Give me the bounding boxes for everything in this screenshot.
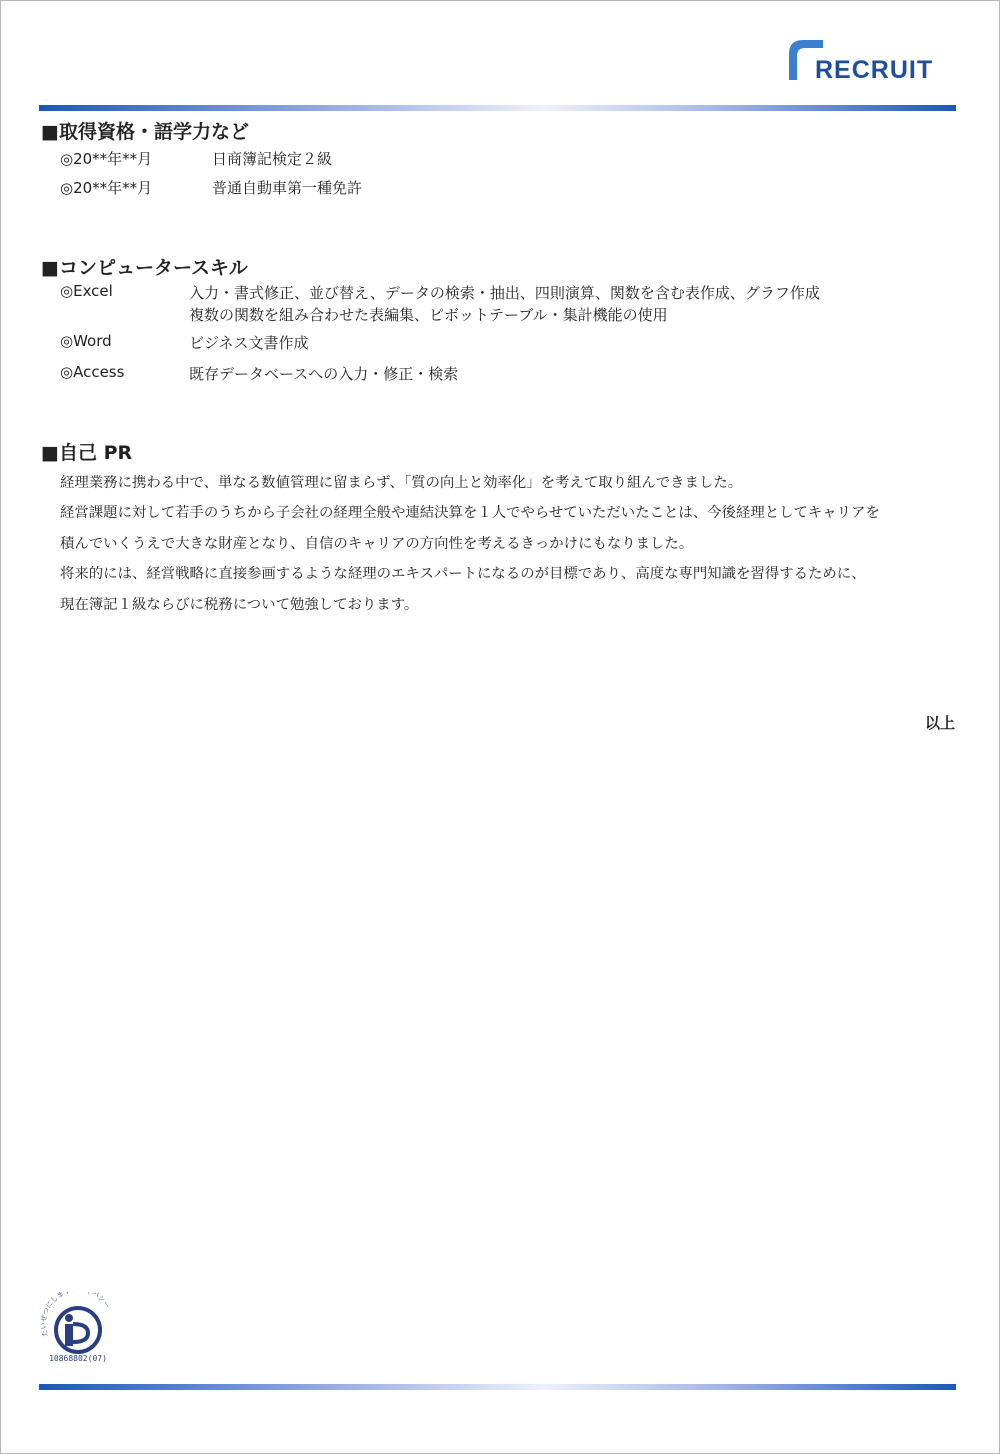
skill-description-line: 入力・書式修正、並び替え、データの検索・抽出、四則演算、関数を含む表作成、グラフ作成 bbox=[189, 284, 820, 302]
recruit-logo bbox=[785, 36, 955, 84]
self-pr-line: 将来的には、経営戦略に直接参画するような経理のエキスパートになるのが目標であり、高度な専門知識を習得するために、 bbox=[60, 566, 866, 582]
closing-text: 以上 bbox=[924, 714, 955, 732]
self-pr-line: 経理業務に携わる中で、単なる数値管理に留まらず、「質の向上と効率化」を考えて取り組んできました。 bbox=[60, 475, 743, 491]
logo-text: RECRUIT bbox=[815, 56, 934, 84]
skill-app: ◎Excel bbox=[60, 282, 113, 300]
header-divider bbox=[39, 105, 956, 111]
skill-app: ◎Access bbox=[60, 363, 125, 381]
self-pr-title: ■自己 PR bbox=[41, 442, 133, 464]
svg-text:たいせつにしますプライバシー: たいせつにしま バシー bbox=[40, 1292, 112, 1338]
privacy-mark bbox=[40, 1292, 116, 1372]
footer-divider bbox=[39, 1384, 956, 1390]
self-pr-line: 積んでいくうえで大きな財産となり、自信のキャリアの方向性を考えるきっかけにもなりました。 bbox=[60, 536, 694, 552]
self-pr-line: 経営課題に対して若手のうちから子会社の経理全般や連結決算を１人でやらせていただいたことは、今後経理としてキャリアを bbox=[60, 505, 880, 521]
qualification-date: ◎20**年**月 bbox=[60, 179, 153, 197]
privacy-mark-icon bbox=[40, 1292, 116, 1356]
skill-description-line: 複数の関数を組み合わせた表編集、ピボットテーブル・集計機能の使用 bbox=[189, 306, 668, 324]
privacy-mark-number: 10868802(07) bbox=[49, 1354, 107, 1363]
self-pr-line: 現在簿記１級ならびに税務について勉強しております。 bbox=[60, 597, 419, 613]
skill-description-line: 既存データベースへの入力・修正・検索 bbox=[189, 365, 459, 383]
skill-app: ◎Word bbox=[60, 332, 112, 350]
qualification-date: ◎20**年**月 bbox=[60, 150, 153, 168]
computer-skills-title: ■コンピュータースキル bbox=[41, 257, 248, 279]
qualifications-title: ■取得資格・語学力など bbox=[41, 121, 249, 143]
skill-description-line: ビジネス文書作成 bbox=[189, 334, 309, 352]
qualification-name: 日商簿記検定２級 bbox=[212, 150, 333, 168]
qualification-name: 普通自動車第一種免許 bbox=[212, 179, 363, 197]
